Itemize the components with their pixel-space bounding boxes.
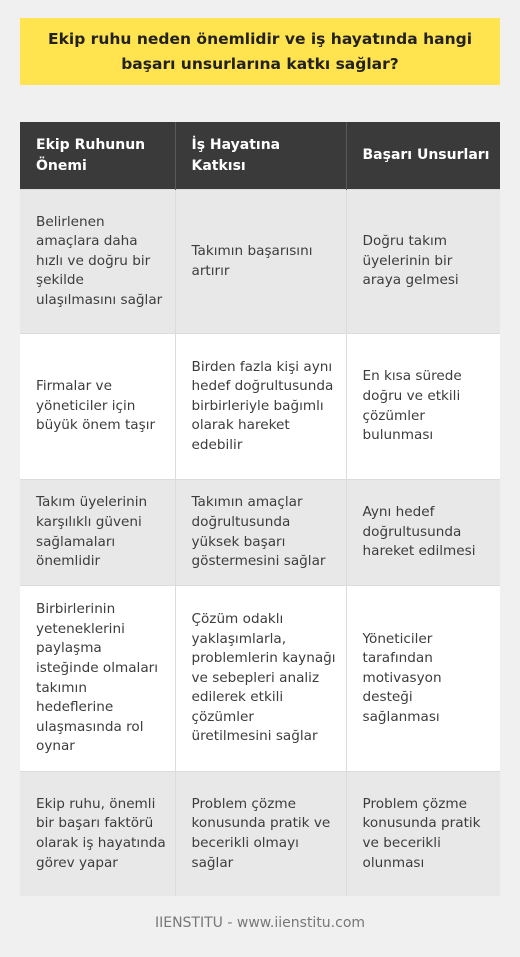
table-cell: Takım üyelerinin karşılıklı güveni sağlamaları önemlidir <box>20 480 175 586</box>
table-cell: Ekip ruhu, önemli bir başarı faktörü olarak iş hayatında görev yapar <box>20 772 175 897</box>
table-cell: Problem çözme konusunda pratik ve becerikli olmayı sağlar <box>175 772 346 897</box>
table-cell: Birbirlerinin yeteneklerini paylaşma isteğinde olmaları takımın hedeflerine ulaşmasında rol oynar <box>20 586 175 772</box>
table-cell: En kısa sürede doğru ve etkili çözümler bulunması <box>346 334 500 480</box>
table-row <box>20 334 500 480</box>
table-cell: Çözüm odaklı yaklaşımlarla, problemlerin kaynağı ve sebepleri analiz edilerek etkili çözümler üretilmesini sağlar <box>175 586 346 772</box>
column-header-success-factors: Başarı Unsurları <box>346 122 500 190</box>
table-cell: Doğru takım üyelerinin bir araya gelmesi <box>346 190 500 334</box>
table-row <box>20 586 500 772</box>
table-cell: Birden fazla kişi aynı hedef doğrultusunda birbirleriyle bağımlı olarak hareket edebilir <box>175 334 346 480</box>
table-cell: Takımın başarısını artırır <box>175 190 346 334</box>
table-cell: Yöneticiler tarafından motivasyon desteği sağlanması <box>346 586 500 772</box>
column-header-importance: Ekip Ruhunun Önemi <box>20 122 175 190</box>
table-cell: Problem çözme konusunda pratik ve becerikli olunması <box>346 772 500 897</box>
title-banner <box>20 18 500 85</box>
comparison-table <box>20 122 500 896</box>
table-cell: Firmalar ve yöneticiler için büyük önem taşır <box>20 334 175 480</box>
page-title: Ekip ruhu neden önemlidir ve iş hayatında hangi başarı unsurlarına katkı sağlar? <box>47 29 473 73</box>
table-row <box>20 772 500 897</box>
table-header-row <box>20 122 500 190</box>
footer-credit: IIENSTITU - www.iienstitu.com <box>154 915 366 931</box>
table-row <box>20 480 500 586</box>
column-header-contribution: İş Hayatına Katkısı <box>175 122 346 190</box>
table-row <box>20 190 500 334</box>
table-cell: Aynı hedef doğrultusunda hareket edilmesi <box>346 480 500 586</box>
table-cell: Belirlenen amaçlara daha hızlı ve doğru bir şekilde ulaşılmasını sağlar <box>20 190 175 334</box>
table-cell: Takımın amaçlar doğrultusunda yüksek başarı göstermesini sağlar <box>175 480 346 586</box>
